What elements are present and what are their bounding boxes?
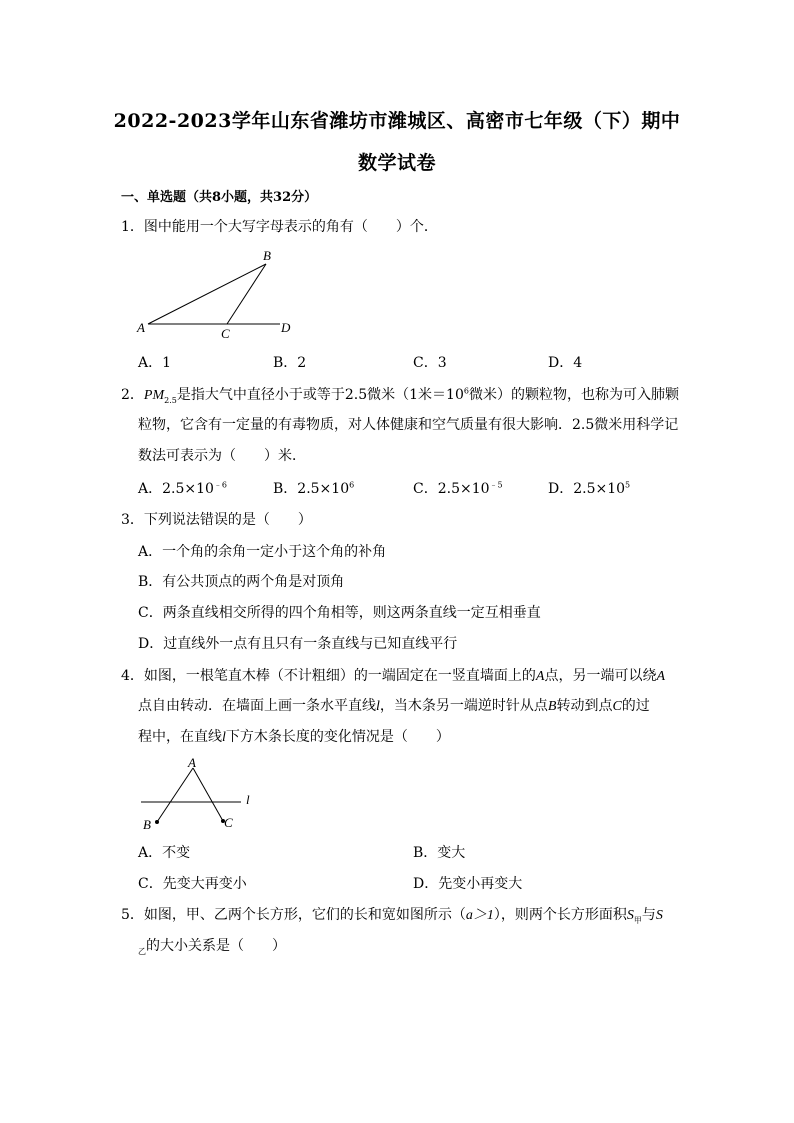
q3-option-b: B．有公共顶点的两个角是对顶角 [138,574,345,590]
q2-line1: 2．$PM_{2.5}$是指大气中直径小于或等于2.5微米（1米$=10^6$微米）的颗粒物，也称为可入肺颗 [121,386,679,405]
q3-option-a: A．一个角的余角一定小于这个角的补角 [138,544,387,560]
q5-line1: 5．如图，甲、乙两个长方形，它们的长和宽如图所示（a＞1），则两个长方形面积$S_甲$与S [121,907,663,925]
q2-line3: 数法可表示为（ ）米． [138,448,306,464]
q3-option-c: C．两条直线相交所得的四个角相等，则这两条直线一定互相垂直 [138,605,541,621]
q1-option-d: D．4 [548,355,583,371]
q4-label-b: B [143,817,151,832]
q4-line3: 程中，在直线l下方木条长度的变化情况是（ ） [138,729,450,745]
q4-option-c: C．先变大再变小 [138,876,247,892]
q1-figure [130,244,300,344]
q3-stem: 3．下列说法错误的是（ ） [121,512,312,528]
q1-stem: 1．图中能用一个大写字母表示的角有（ ）个． [121,219,438,235]
q1-option-a: A．1 [138,355,172,371]
q1-label-d: D [281,320,291,335]
q1-label-b: B [263,248,271,263]
exam-title-line1: 2022-2023学年山东省潍坊市潍城区、高密市七年级（下）期中 [113,110,681,132]
q1-label-a: A [137,320,145,335]
q2-option-d: D．$2.5\times 10^5$ [548,480,631,497]
q4-option-a: A．不变 [138,845,191,861]
exam-title-line2: 数学试卷 [357,152,436,174]
q4-option-d: D．先变小再变大 [413,876,523,892]
q4-label-a: A [188,755,196,770]
q5-line2: $_乙$的大小关系是（ ） [138,938,286,956]
q2-option-b: B．$2.5\times 10^6$ [273,480,355,497]
q4-label-c: C [224,815,233,830]
q4-label-l: l [246,792,250,807]
q2-option-c: C．$2.5\times 10^{﹣5}$ [413,480,503,497]
q2-option-a: A．$2.5\times 10^{﹣6}$ [138,480,228,497]
q4-option-b: B．变大 [413,845,466,861]
q4-line2: 点自由转动．在墙面上画一条水平直线l，当木条另一端逆时针从点B转动到点C的过 [138,698,650,714]
q3-option-d: D．过直线外一点有且只有一条直线与已知直线平行 [138,636,458,652]
q4-figure [135,755,265,835]
section-heading: 一、单选题（共8小题，共32分） [121,190,318,205]
q2-line2: 粒物，它含有一定量的有毒物质，对人体健康和空气质量有很大影响．2.5微米用科学记 [138,417,679,433]
q4-line1: 4．如图，一根笔直木棒（不计粗细）的一端固定在一竖直墙面上的A点，另一端可以绕A [121,668,666,684]
q1-label-c: C [221,326,230,341]
q1-option-c: C．3 [413,355,447,371]
q1-option-b: B．2 [273,355,307,371]
